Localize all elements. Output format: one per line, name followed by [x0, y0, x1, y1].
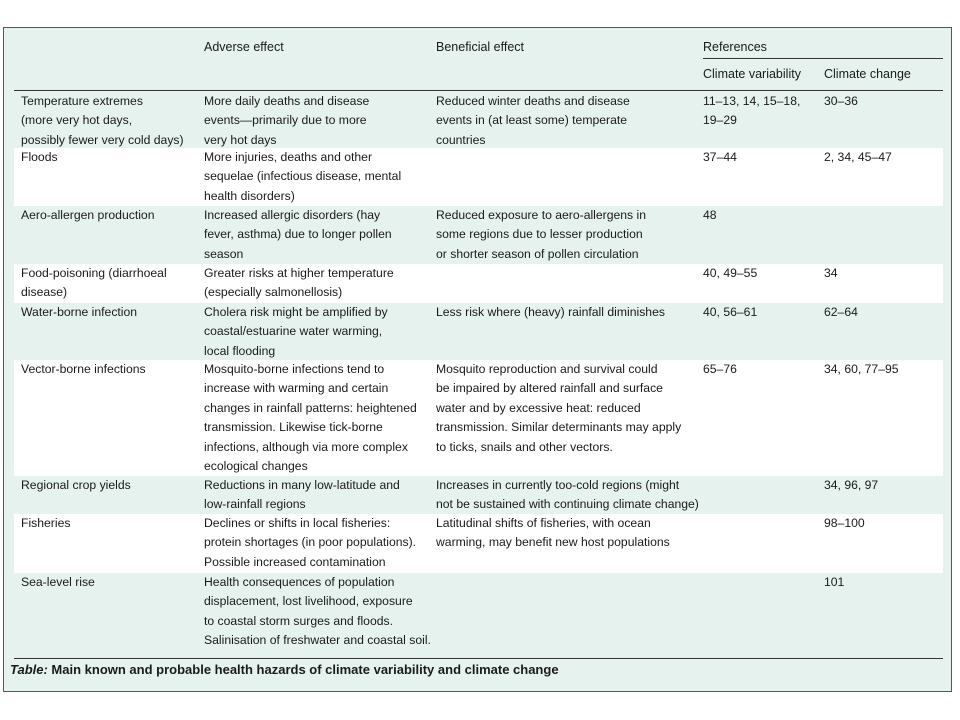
- row-ref-climate-change: 2, 34, 45–47: [824, 150, 892, 164]
- header-references: References: [703, 40, 767, 54]
- row-hazard: Floods: [21, 150, 58, 164]
- row-beneficial-effect: Less risk where (heavy) rainfall diminishes: [436, 305, 665, 319]
- row-beneficial-effect: Reduced exposure to aero-allergens in some regions due to lesser production or shorter season of pollen circulation: [436, 208, 647, 261]
- table-row: [14, 206, 943, 264]
- row-ref-climate-variability: 65–76: [703, 362, 737, 376]
- row-hazard: Regional crop yields: [21, 478, 131, 492]
- header-climate-change: Climate change: [824, 67, 911, 81]
- row-adverse-effect: Increased allergic disorders (hay fever, asthma) due to longer pollen season: [204, 208, 392, 261]
- row-hazard: Food-poisoning (diarrhoeal disease): [21, 266, 167, 300]
- row-ref-climate-change: 62–64: [824, 305, 858, 319]
- table-row: [14, 148, 943, 206]
- header-climate-variability: Climate variability: [703, 67, 801, 81]
- header-divider: [14, 90, 943, 91]
- row-beneficial-effect: Mosquito reproduction and survival could be impaired by altered rainfall and surface water and by excessive heat: reduced transmission. Similar determinants may apply to ticks, snails and other vectors.: [436, 362, 682, 454]
- row-adverse-effect: Health consequences of population displacement, lost livelihood, exposure to coastal storm surges and floods. Salinisation of freshwater and coastal soil.: [204, 575, 431, 648]
- table-row: [14, 573, 943, 653]
- row-ref-climate-change: 30–36: [824, 94, 858, 108]
- row-ref-climate-change: 98–100: [824, 516, 865, 530]
- row-ref-climate-variability: 40, 49–55: [703, 266, 758, 280]
- row-hazard: Temperature extremes (more very hot days, possibly fewer very cold days): [21, 94, 184, 147]
- row-beneficial-effect: Reduced winter deaths and disease events in (at least some) temperate countries: [436, 94, 630, 147]
- row-ref-climate-change: 101: [824, 575, 845, 589]
- row-hazard: Sea-level rise: [21, 575, 95, 589]
- row-ref-climate-change: 34, 60, 77–95: [824, 362, 899, 376]
- footer-divider: [14, 658, 943, 659]
- row-adverse-effect: Mosquito-borne infections tend to increase with warming and certain changes in rainfall patterns: heightened transmission. Likewise tick-borne infections, although via more complex ecological changes: [204, 362, 417, 474]
- table-header: [14, 28, 943, 90]
- table-row: [14, 92, 943, 148]
- table-row: [14, 476, 943, 514]
- row-hazard: Vector-borne infections: [21, 362, 146, 376]
- row-beneficial-effect: Latitudinal shifts of fisheries, with ocean warming, may benefit new host populations: [436, 516, 670, 550]
- row-ref-climate-variability: 11–13, 14, 15–18, 19–29: [703, 94, 801, 128]
- row-ref-climate-variability: 37–44: [703, 150, 737, 164]
- table-row: [14, 514, 943, 573]
- header-beneficial-effect: Beneficial effect: [436, 40, 525, 54]
- row-beneficial-effect: Increases in currently too-cold regions (might not be sustained with continuing climate change): [436, 478, 699, 512]
- table-frame: [3, 27, 952, 692]
- row-adverse-effect: Declines or shifts in local fisheries: protein shortages (in poor populations). Possible increased contamination: [204, 516, 417, 569]
- row-ref-climate-change: 34, 96, 97: [824, 478, 879, 492]
- references-divider: [703, 58, 943, 59]
- row-adverse-effect: Reductions in many low-latitude and low-rainfall regions: [204, 478, 400, 512]
- row-adverse-effect: Cholera risk might be amplified by coastal/estuarine water warming, local flooding: [204, 305, 388, 358]
- table-row: [14, 303, 943, 360]
- row-adverse-effect: More injuries, deaths and other sequelae (infectious disease, mental health disorders): [204, 150, 402, 203]
- caption-label: Table:: [10, 662, 48, 677]
- row-hazard: Fisheries: [21, 516, 71, 530]
- row-ref-climate-change: 34: [824, 266, 838, 280]
- header-adverse-effect: Adverse effect: [204, 40, 284, 54]
- row-ref-climate-variability: 40, 56–61: [703, 305, 758, 319]
- row-ref-climate-variability: 48: [703, 208, 717, 222]
- table-row: [14, 360, 943, 476]
- caption-text: Main known and probable health hazards of climate variability and climate change: [47, 662, 559, 677]
- row-adverse-effect: More daily deaths and disease events—primarily due to more very hot days: [204, 94, 370, 147]
- row-hazard: Water-borne infection: [21, 305, 138, 319]
- table-caption: [10, 662, 559, 677]
- table-row: [14, 264, 943, 303]
- row-hazard: Aero-allergen production: [21, 208, 155, 222]
- row-adverse-effect: Greater risks at higher temperature (especially salmonellosis): [204, 266, 394, 300]
